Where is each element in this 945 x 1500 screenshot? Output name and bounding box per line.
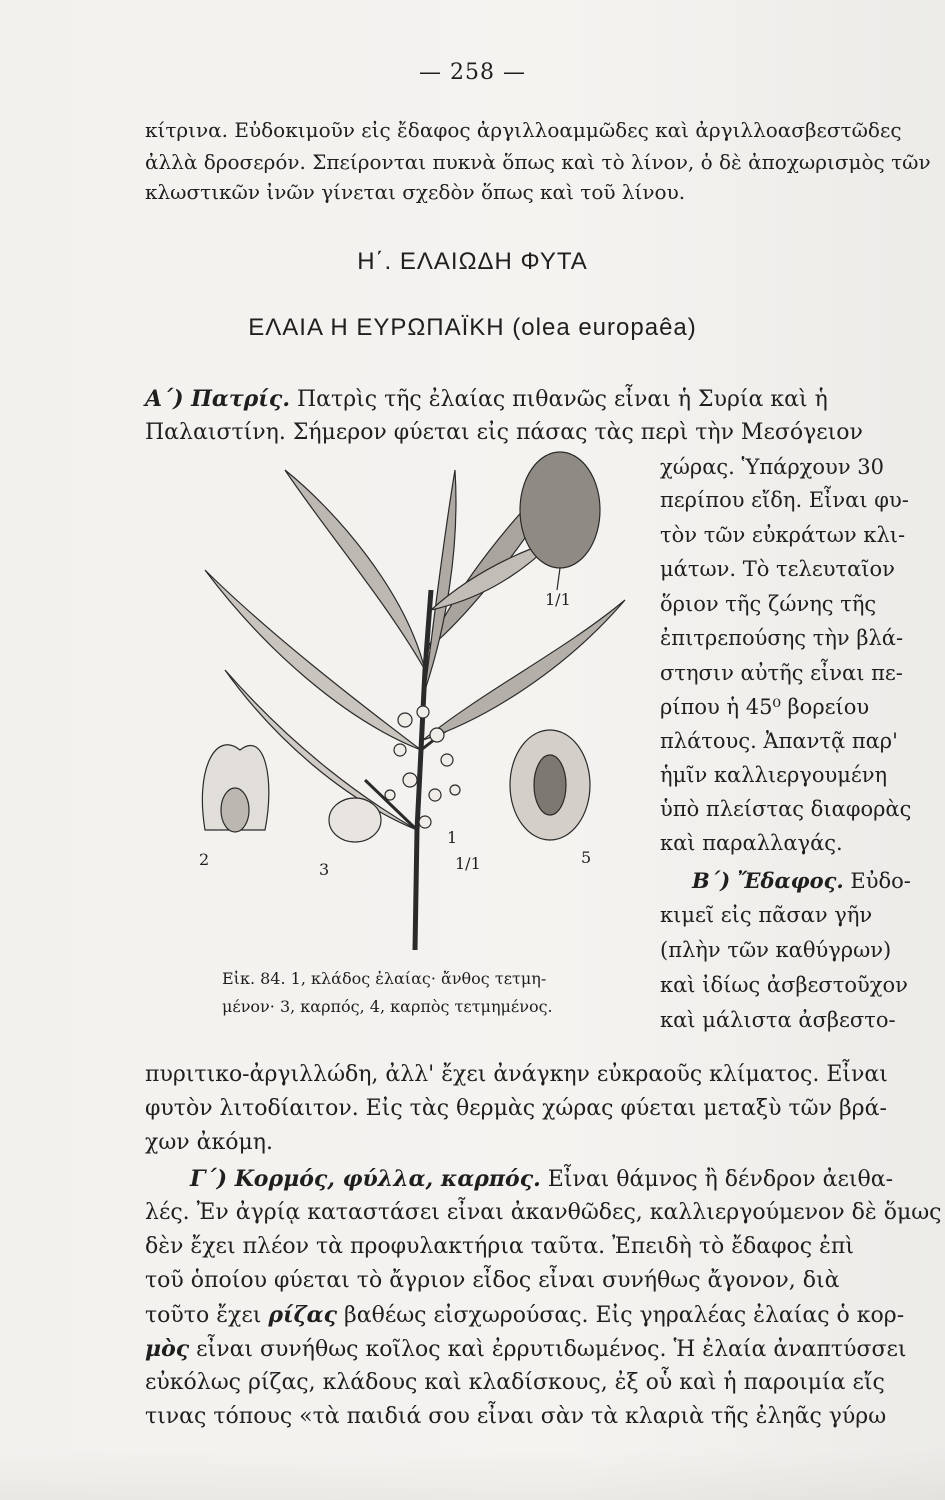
page-bottom-shadow: [0, 1450, 945, 1500]
para-b-text: Εὐδο-: [843, 869, 911, 893]
bold-term: ρίζας: [268, 1302, 337, 1328]
body-text: βαθέως εἰσχωρούσας. Εἰς γηραλέας ἐλαίας ὁ κορ-: [337, 1303, 905, 1328]
intro-line-2: ἀλλὰ δροσερόν. Σπείρονται πυκνὰ ὅπως καὶ τὸ λίνον, ὁ δὲ ἀποχωρισμὸς τῶν: [145, 150, 931, 174]
caption-line-1: Εἰκ. 84. 1, κλάδος ἐλαίας· ἄνθος τετμη-: [222, 969, 547, 988]
body-text: εἶναι συνήθως κοῖλος καὶ ἐρρυτιδωμένος. Ἡ ἐλαία ἀναπτύσσει: [189, 1337, 907, 1362]
narrow-line: κιμεῖ εἰς πᾶσαν γῆν: [660, 903, 873, 927]
narrow-line: καὶ ἰδίως ἀσβεστοῦχον: [660, 973, 908, 997]
narrow-line: ὑπὸ πλείστας διαφορὰς: [660, 797, 912, 821]
body-line: εὐκόλως ρίζας, κλάδους καὶ κλαδίσκους, ἐξ οὗ καὶ ἡ παροιμία εἴς: [145, 1370, 885, 1395]
para-c-line-1: [190, 1166, 893, 1192]
narrow-line: ὅριον τῆς ζώνης τῆς: [660, 592, 877, 616]
figure-label: 1/1: [455, 854, 481, 873]
figure-label: 1/1: [545, 590, 571, 609]
olive-branch-drawing: [185, 450, 655, 960]
narrow-line: ρίπου ἡ 45⁰ βορείου: [660, 695, 870, 719]
sub-heading: ΕΛΑΙΑ Η ΕΥΡΩΠΑΪΚΗ (olea europaêa): [248, 314, 697, 341]
bold-term: μὸς: [145, 1336, 190, 1362]
para-a-line-1: [145, 386, 828, 412]
narrow-line: (πλὴν τῶν καθύγρων): [660, 938, 892, 962]
narrow-line: πλάτους. Ἀπαντᾷ παρ': [660, 729, 898, 753]
body-line: τινας τόπους «τὰ παιδιά σου εἶναι σὰν τὰ κλαριὰ τῆς ἐληᾶς γύρω: [145, 1404, 887, 1429]
section-heading: Η΄. ΕΛΑΙΩΔΗ ΦΥΤΑ: [357, 248, 588, 275]
body-line: δὲν ἔχει πλέον τὰ προφυλακτήρια ταῦτα. Ἐπειδὴ τὸ ἔδαφος ἐπὶ: [145, 1234, 854, 1259]
narrow-line: τὸν τῶν εὐκράτων κλι-: [660, 523, 906, 547]
figure-label: 2: [199, 850, 210, 869]
body-line: πυριτικο-ἀργιλλώδη, ἀλλ' ἔχει ἀνάγκην εὐκραοῦς κλίματος. Εἶναι: [145, 1062, 888, 1087]
olive-branch-illustration: [185, 450, 655, 960]
narrow-line: περίπου εἴδη. Εἶναι φυ-: [660, 488, 909, 512]
para-b-label: Β΄) Ἔδαφος.: [692, 868, 844, 893]
para-a-label: Α΄) Πατρίς.: [145, 386, 290, 412]
intro-line-1: κίτρινα. Εὐδοκιμοῦν εἰς ἔδαφος ἀργιλλοαμμῶδες καὶ ἀργιλλοασβεστῶδες: [145, 118, 902, 142]
narrow-line: ἡμῖν καλλιεργουμένη: [660, 763, 888, 787]
para-c-label: Γ΄) Κορμός, φύλλα, καρπός.: [190, 1166, 541, 1192]
body-line: [145, 1336, 907, 1362]
figure-caption: [222, 965, 642, 1021]
body-line: χων ἀκόμη.: [145, 1130, 273, 1155]
narrow-line: στησιν αὐτῆς εἶναι πε-: [660, 661, 903, 685]
intro-line-3: κλωστικῶν ἰνῶν γίνεται σχεδὸν ὅπως καὶ τοῦ λίνου.: [145, 180, 686, 204]
page-number: — 258 —: [419, 60, 526, 85]
narrow-line: ἐπιτρεπούσης τὴν βλά-: [660, 626, 904, 650]
figure-label: 3: [319, 860, 330, 879]
para-c-text: Εἶναι θάμνος ἢ δένδρον ἀειθα-: [540, 1167, 894, 1192]
figure-label: 5: [581, 848, 592, 867]
figure-label: 1: [447, 828, 458, 847]
para-a-text: Πατρὶς τῆς ἐλαίας πιθανῶς εἶναι ἡ Συρία καὶ ἡ: [290, 387, 828, 412]
para-b-line-1: [692, 868, 911, 893]
caption-line-2: μένον· 3, καρπός, 4, καρπὸς τετμημένος.: [222, 997, 553, 1016]
body-line: φυτὸν λιτοδίαιτον. Εἰς τὰς θερμὰς χώρας φύεται μεταξὺ τῶν βρά-: [145, 1096, 887, 1121]
body-line: τοῦ ὁποίου φύεται τὸ ἄγριον εἶδος εἶναι συνήθως ἄγονον, διὰ: [145, 1268, 840, 1293]
body-line: [145, 1302, 904, 1328]
body-line: λές. Ἐν ἀγρίᾳ καταστάσει εἶναι ἀκανθῶδες, καλλιεργούμενον δὲ ὅμως: [145, 1200, 942, 1225]
narrow-line: καὶ παραλλαγάς.: [660, 831, 843, 855]
narrow-line: μάτων. Τὸ τελευταῖον: [660, 557, 895, 581]
body-text: τοῦτο ἔχει: [145, 1303, 269, 1328]
para-a-line-2: Παλαιστίνη. Σήμερον φύεται εἰς πάσας τὰς περὶ τὴν Μεσόγειον: [145, 420, 863, 445]
narrow-line: χώρας. Ὑπάρχουν 30: [660, 455, 884, 479]
narrow-line: καὶ μάλιστα ἀσβεστο-: [660, 1008, 896, 1032]
